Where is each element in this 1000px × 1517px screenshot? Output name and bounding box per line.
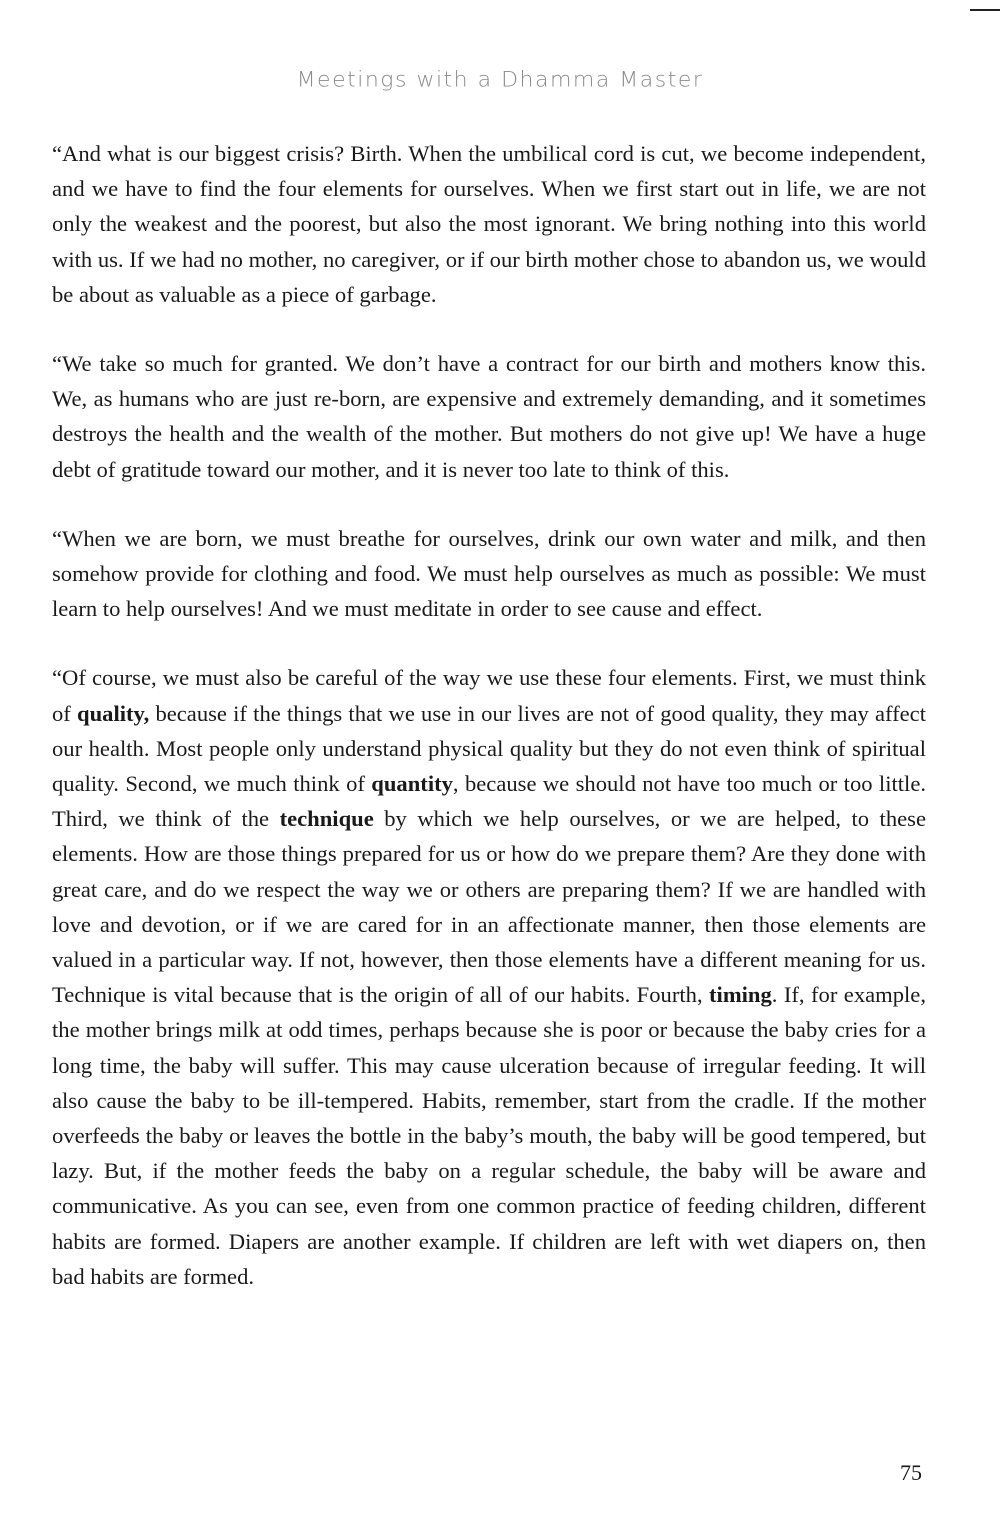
corner-rule	[970, 9, 1000, 11]
paragraph-3-text: “When we are born, we must breathe for ourselves, drink our own water and milk, and then somehow provide for clothing and food. We must help ourselves as much as possible: We must learn to help ourselves! And we must meditate in order to see cause and effect.	[52, 525, 926, 622]
paragraph-4-text: by which we help ourselves, or we are helped, to these elements. How are those things prepared for us or how do we prepare them? Are they done with great care, and do we respect the way we or others are preparing them? If we are handled with love and devotion, or if we are cared for in an affectionate manner, then those elements are valued in a particular way. If not, however, then those elements have a different meaning for us. Technique is vital because that is the origin of all of our habits. Fourth,	[52, 806, 926, 1008]
paragraph-1	[52, 136, 926, 312]
paragraph-4-text: , because we should not have too much or too little. Third, we think of the	[52, 771, 926, 832]
paragraph-4	[52, 660, 926, 1294]
term-timing: timing	[709, 982, 772, 1008]
paragraph-4-text: . If, for example, the mother brings milk at odd times, perhaps because she is poor or because the baby cries for a long time, the baby will suffer. This may cause ulceration because of irregular feeding. It will also cause the baby to be ill-tempered. Habits, remember, start from the cradle. If the mother overfeeds the baby or leaves the bottle in the baby’s mouth, the baby will be good tempered, but lazy. But, if the mother feeds the baby on a regular schedule, the baby will be aware and communicative. As you can see, even from one common practice of feeding children, different habits are formed. Diapers are another example. If children are left with wet diapers on, then bad habits are formed.	[52, 982, 926, 1289]
paragraph-4-text: “Of course, we must also be careful of the way we use these four elements. First, we must think of	[52, 665, 926, 726]
paragraph-1-text: “And what is our biggest crisis? Birth. When the umbilical cord is cut, we become independent, and we have to find the four elements for ourselves. When we first start out in life, we are not only the weakest and the poorest, but also the most ignorant. We bring nothing into this world with us. If we had no mother, no caregiver, or if our birth mother chose to abandon us, we would be about as valuable as a piece of garbage.	[52, 141, 926, 307]
term-quantity: quantity	[371, 771, 453, 797]
paragraph-2-text: “We take so much for granted. We don’t have a contract for our birth and mothers know this. We, as humans who are just re-born, are expensive and extremely demanding, and it sometimes destroys the health and the wealth of the mother. But mothers do not give up! We have a huge debt of gratitude toward our mother, and it is never too late to think of this.	[52, 351, 926, 482]
paragraph-4-text: because if the things that we use in our lives are not of good quality, they may affect our health. Most people only understand physical quality but they do not even think of spiritual quality. Second, we much think of	[52, 700, 926, 797]
term-technique: technique	[279, 806, 374, 832]
body-text	[52, 136, 926, 1328]
term-quality: quality,	[77, 700, 150, 726]
paragraph-2	[52, 346, 926, 487]
page-number: 75	[900, 1460, 922, 1485]
running-header: Meetings with a Dhamma Master	[296, 68, 704, 93]
paragraph-3	[52, 521, 926, 627]
